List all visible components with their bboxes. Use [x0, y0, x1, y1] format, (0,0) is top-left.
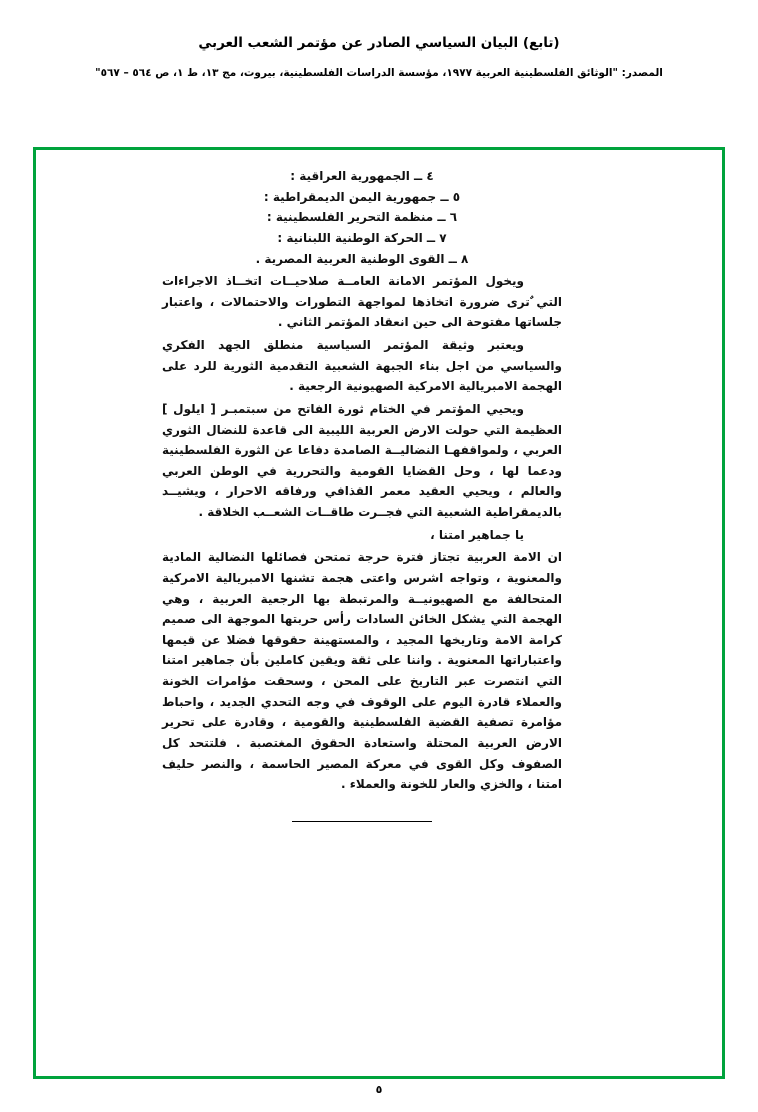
list-item: ٨ ــ القوى الوطنية العربية المصرية . [255, 251, 469, 266]
salutation: يا جماهير امتنا ، [430, 527, 524, 542]
page-title: (تابع) البيان السياسي الصادر عن مؤتمر الشعب العربي [198, 35, 560, 51]
list-item: ٧ ــ الحركة الوطنية اللبنانية : [277, 230, 447, 245]
list-item: ٦ ــ منظمة التحرير الفلسطينية : [266, 210, 458, 225]
list-item: ٤ ــ الجمهورية العراقية : [290, 169, 434, 183]
document-page [0, 34, 758, 1112]
source-citation: المصدر: "الوثائق الفلسطينية العربية ١٩٧٧، مؤسسة الدراسات الفلسطينية، بيروت، مج ١٣، ط ١، ص ٥٦٤ – ٥٦٧" [95, 66, 663, 79]
paragraph: ان الامة العربية تجتاز فترة حرجة تمتحن فصائلها النضالية المادية والمعنوية ، وتواجه اشرس واعتى هجمة تشنها الامبريالية الامركية المتحالفة مع الصهيونيــة والمرتبطة بها الرجعية العربية ، وهي الهجمة التي يشكل الخائن السادات رأس حربتها الموجهة الى صميم كرامة الامة وتاريخها المجيد ، والمستهينة حقوقها فضلا عن قيمها واعتباراتها المعنوية . واننا على ثقة ويقين كاملين بأن جماهير امتنا التي انتصرت عبر التاريخ على المحن ، وسحقت مؤامرات الخونة والعملاء قادرة اليوم على الوقوف في وجه التحدي الجديد ، واحباط مؤامرة تصفية القضية الفلسطينية والقومية ، وقادرة على تحرير الارض العربية المحتلة واستعادة الحقوق المغتصبة . فلتتحد كل الصفوف وكل القوى في معركة المصير الحاسمة ، والنصر حليف امتنا ، والخزي والعار للخونة والعملاء . [162, 550, 562, 792]
content-frame [33, 147, 725, 1079]
paragraph: ويعتبر وثيقة المؤتمر السياسية منطلق الجهد الفكري والسياسي من اجل بناء الجبهة الشعبية التقدمية الثورية للرد على الهجمة الامبريالية الامركية الصهيونية الرجعية . [162, 338, 562, 394]
paragraph: ويخول المؤتمر الامانة العامــة صلاحيــات اتخــاذ الاجراءات التي ٌترى ضرورة اتخاذها لمواجهة التطورات والاحتمالات ، واعتبار جلساتها مفتوحة الى حين انعقاد المؤتمر الثاني . [162, 274, 562, 330]
section-divider [292, 821, 432, 822]
list-item: ٥ ــ جمهورية اليمن الديمقراطية : [263, 189, 461, 204]
page-number: ٥ [375, 1083, 383, 1096]
document-body [162, 166, 562, 822]
paragraph: ويحيي المؤتمر في الختام ثورة الفاتح من سبتمبـر [ ايلول ] العظيمة التي حولت الارض العربية الليبية الى قاعدة للنضال الثوري العربي ، ولمواقفهـا النضاليــة الصامدة دفاعا عن الثورة الفلسطينية ودعما لها ، وحل القضايا القومية والتحررية في الوطن العربي والعالم ، ويحيي العقيد معمر القذافي ورفاقه الاحرار ، ويشيــد بالديمقراطية الشعبية التي فجــرت طاقــات الشعــب الخلاقة . [162, 401, 562, 519]
